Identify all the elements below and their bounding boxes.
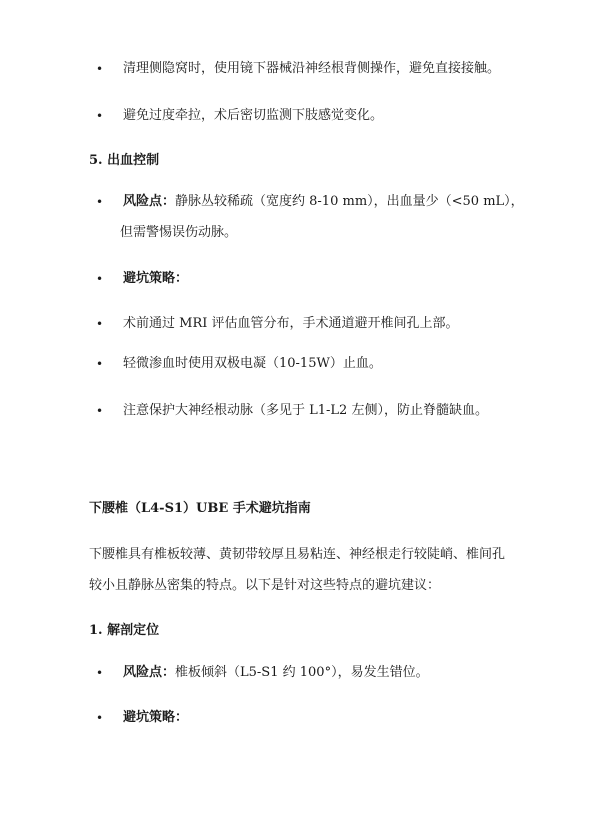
bullet-marker: • — [96, 195, 104, 209]
risk-label: 风险点： — [123, 665, 176, 680]
strategy-label: 避坑策略： — [123, 710, 189, 725]
bullet-marker: • — [96, 666, 104, 680]
risk-text: 静脉丛较稀疏（宽度约 8-10 mm），出血量少（<50 mL）， — [175, 194, 524, 209]
strategy-item: 注意保护大神经根动脉（多见于 L1-L2 左侧），防止脊髓缺血。 — [123, 403, 488, 418]
strategy-label: 避坑策略： — [123, 271, 189, 286]
bullet-text: 清理侧隐窝时，使用镜下器械沿神经根背侧操作，避免直接接触。 — [123, 61, 501, 76]
bullet-text: 避免过度牵拉，术后密切监测下肢感觉变化。 — [123, 108, 384, 123]
risk-point — [123, 664, 429, 682]
document-title: 下腰椎（L4-S1）UBE 手术避坑指南 — [89, 501, 311, 516]
bullet-marker: • — [96, 272, 104, 286]
risk-text-continued: 但需警惕误伤动脉。 — [120, 225, 238, 240]
intro-paragraph-continued: 较小且静脉丛密集的特点。以下是针对这些特点的避坑建议： — [89, 578, 441, 593]
strategy-item: 轻微渗血时使用双极电凝（10-15W）止血。 — [123, 356, 382, 371]
risk-label: 风险点： — [123, 194, 176, 209]
bullet-marker: • — [96, 109, 104, 123]
bullet-marker: • — [96, 317, 104, 331]
intro-paragraph: 下腰椎具有椎板较薄、黄韧带较厚且易粘连、神经根走行较陡峭、椎间孔 — [89, 547, 506, 562]
risk-text: 椎板倾斜（L5-S1 约 100°），易发生错位。 — [175, 665, 429, 680]
section-heading: 5. 出血控制 — [89, 153, 160, 168]
bullet-marker: • — [96, 357, 104, 371]
bullet-marker: • — [96, 62, 104, 76]
bullet-marker: • — [96, 404, 104, 418]
section-heading: 1. 解剖定位 — [89, 623, 160, 638]
risk-point — [123, 193, 524, 211]
bullet-marker: • — [96, 711, 104, 725]
strategy-item: 术前通过 MRI 评估血管分布，手术通道避开椎间孔上部。 — [123, 316, 459, 331]
